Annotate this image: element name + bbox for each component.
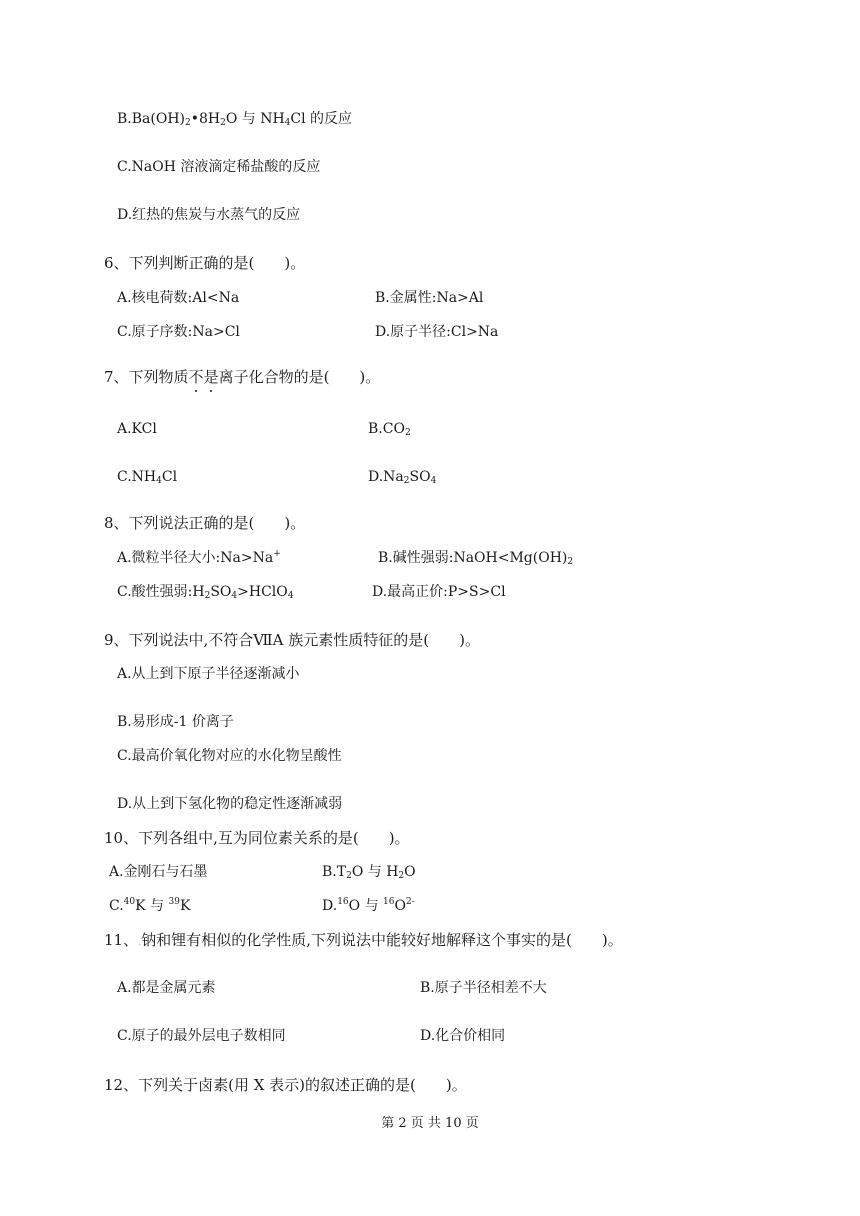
q10-option-d: D.$^{16}$O 与 $^{16}O^{2-}$: [322, 897, 415, 914]
q7-option-b: $B.CO_2$: [368, 421, 411, 438]
q8-option-d: D.最高正价:P>S>Cl: [372, 584, 506, 600]
q5-option-b: $B.Ba(OH)_2•8H_2O$ 与 $NH_4Cl$ 的反应: [117, 111, 353, 128]
q6-stem: 6、下列判断正确的是( )。: [104, 254, 306, 272]
q6-option-c: C.原子序数:Na>Cl: [117, 324, 240, 340]
emphasis-dot-char: 不: [188, 368, 204, 386]
q11-option-c: C.原子的最外层电子数相同: [117, 1028, 286, 1044]
q9-option-b: B.易形成-1 价离子: [117, 714, 234, 730]
page-footer: 第 2 页 共 10 页: [381, 1116, 479, 1131]
q7-stem: 7、下列物质不是离子化合物的是( )。: [104, 368, 381, 386]
emphasis-dot-char: 是: [203, 368, 219, 386]
q10-option-c: C.$^{40}$K 与 $^{39}$K: [109, 897, 191, 914]
q9-stem: 9、下列说法中,不符合ⅦA 族元素性质特征的是( )。: [104, 631, 480, 649]
q10-option-a: A.金刚石与石墨: [109, 864, 208, 880]
q7-option-d: $D.Na_2SO_4$: [368, 469, 437, 486]
q11-option-d: D.化合价相同: [420, 1028, 506, 1044]
stray-mark: .: [138, 937, 142, 948]
q11-stem: 11、.钠和锂有相似的化学性质,下列说法中能较好地解释这个事实的是( )。: [104, 931, 623, 949]
q5-option-d: D.红热的焦炭与水蒸气的反应: [117, 207, 301, 223]
q10-option-b: $B.T_2O$ 与 $H_2O$: [322, 864, 416, 881]
q9-option-c: C.最高价氧化物对应的水化物呈酸性: [117, 748, 342, 764]
q9-option-a: A.从上到下原子半径逐渐减小: [117, 666, 300, 682]
q11-option-a: A.都是金属元素: [117, 980, 216, 996]
q6-option-a: A.核电荷数:Al<Na: [117, 290, 240, 306]
q10-stem: 10、下列各组中,互为同位素关系的是( )。: [104, 829, 410, 847]
q8-option-c: C.酸性强弱$:H_2SO_4>HClO_4$: [117, 584, 294, 601]
q8-stem: 8、下列说法正确的是( )。: [104, 514, 306, 532]
q7-option-c: $C.NH_4Cl$: [117, 469, 178, 486]
q6-option-b: B.金属性:Na>Al: [375, 290, 484, 306]
q8-option-a: A.微粒半径大小:Na>Na+: [117, 549, 281, 566]
q8-option-b: B.碱性强弱$:NaOH<Mg(OH)_2$: [378, 550, 574, 567]
q7-option-a: A.KCl: [117, 421, 157, 437]
q5-option-c: C.NaOH 溶液滴定稀盐酸的反应: [117, 159, 321, 175]
q12-stem: 12、下列关于卤素(用 X 表示)的叙述正确的是( )。: [104, 1076, 467, 1094]
q9-option-d: D.从上到下氢化物的稳定性逐渐减弱: [117, 796, 343, 812]
q6-option-d: D.原子半径:Cl>Na: [375, 324, 499, 340]
q11-option-b: B.原子半径相差不大: [420, 980, 547, 996]
